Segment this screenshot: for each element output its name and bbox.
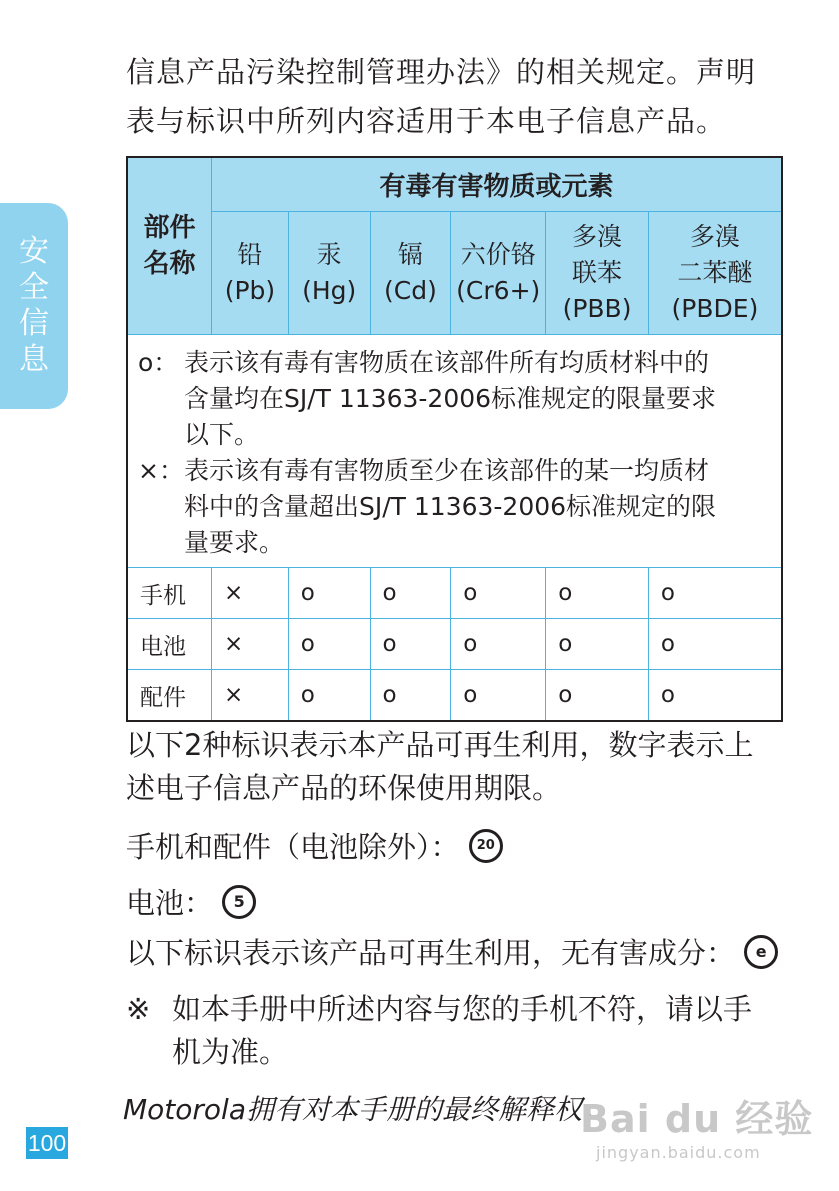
- footnote-line: 如本手册中所述内容与您的手机不符，请以手: [172, 992, 753, 1026]
- substance-group-header: 有毒有害物质或元素: [212, 157, 782, 212]
- section-tab-char: 安: [19, 234, 49, 269]
- part-name-cell: 手机: [127, 568, 212, 619]
- baidu-watermark: [580, 1088, 813, 1162]
- section-tab-char: 全: [19, 270, 49, 305]
- value-cell: ×: [212, 670, 289, 722]
- note-line: 表示该有毒有害物质在该部件所有均质材料中的: [184, 348, 710, 377]
- value-cell: o: [451, 619, 546, 670]
- table-notes: [127, 335, 782, 568]
- recyclable-e-icon: e: [744, 935, 778, 969]
- page-number: 100: [26, 1127, 68, 1159]
- value-cell: ×: [212, 568, 289, 619]
- watermark-url: jingyan.baidu.com: [596, 1143, 761, 1162]
- substance-header-cd: 镉 (Cd): [370, 212, 451, 335]
- value-cell: o: [370, 670, 451, 722]
- value-cell: o: [288, 670, 370, 722]
- section-tab-char: 信: [19, 306, 49, 341]
- battery-mark-line: [126, 882, 796, 925]
- value-cell: o: [370, 619, 451, 670]
- recycling-paragraph: [126, 724, 796, 810]
- value-cell: o: [451, 568, 546, 619]
- note-line: 以下。: [184, 420, 260, 449]
- value-cell: ×: [212, 619, 289, 670]
- value-cell: o: [288, 568, 370, 619]
- note-line: 料中的含量超出SJ/T 11363-2006标准规定的限: [184, 492, 717, 521]
- battery-mark-label: 电池：: [126, 886, 214, 920]
- note-line: 量要求。: [184, 528, 285, 557]
- intro-line: 信息产品污染控制管理办法》的相关规定。声明: [126, 55, 757, 89]
- value-cell: o: [288, 619, 370, 670]
- recycle-mark-label: 以下标识表示该产品可再生利用，无有害成分：: [126, 936, 736, 970]
- watermark-logo: Bai du 经验: [580, 1097, 814, 1141]
- note-compliant: [138, 345, 771, 453]
- footnote: [126, 988, 796, 1074]
- part-name-cell: 配件: [127, 670, 212, 722]
- epup-5-icon: 5: [222, 885, 256, 919]
- phone-mark-label: 手机和配件（电池除外）：: [126, 830, 460, 864]
- note-symbol: o：: [138, 348, 179, 377]
- value-cell: o: [370, 568, 451, 619]
- value-cell: o: [648, 568, 782, 619]
- substance-header-pbde: 多溴 二苯醚 (PBDE): [648, 212, 782, 335]
- substance-header-hg: 汞 (Hg): [288, 212, 370, 335]
- footnote-line: 机为准。: [172, 1035, 289, 1069]
- copyright-statement: Motorola拥有对本手册的最终解释权。: [123, 1093, 610, 1126]
- part-name-header: 部件 名称: [127, 157, 212, 335]
- value-cell: o: [546, 670, 649, 722]
- table-row: [127, 619, 782, 670]
- value-cell: o: [648, 619, 782, 670]
- value-cell: o: [648, 670, 782, 722]
- hazardous-substances-table: [126, 156, 783, 722]
- intro-paragraph: [126, 48, 796, 146]
- substance-header-cr6: 六价铬 (Cr6+): [451, 212, 546, 335]
- phone-mark-line: [126, 826, 796, 869]
- footnote-symbol: ※: [126, 992, 151, 1026]
- recycle-mark-line: [126, 932, 796, 975]
- table-row: [127, 568, 782, 619]
- value-cell: o: [546, 619, 649, 670]
- note-line: 表示该有毒有害物质至少在该部件的某一均质材: [184, 456, 710, 485]
- substance-header-pb: 铅 (Pb): [212, 212, 289, 335]
- value-cell: o: [546, 568, 649, 619]
- part-name-cell: 电池: [127, 619, 212, 670]
- substance-header-pbb: 多溴 联苯 (PBB): [546, 212, 649, 335]
- intro-line: 表与标识中所列内容适用于本电子信息产品。: [126, 104, 727, 138]
- body-line: 以下2种标识表示本产品可再生利用，数字表示上: [126, 728, 754, 762]
- note-symbol: ×：: [138, 456, 184, 485]
- section-tab-char: 息: [19, 342, 49, 377]
- epup-20-icon: 20: [469, 829, 503, 863]
- section-tab: [0, 203, 68, 409]
- body-line: 述电子信息产品的环保使用期限。: [126, 771, 562, 805]
- value-cell: o: [451, 670, 546, 722]
- table-row: [127, 670, 782, 722]
- note-line: 含量均在SJ/T 11363-2006标准规定的限量要求: [184, 384, 717, 413]
- note-exceeds: [138, 453, 771, 561]
